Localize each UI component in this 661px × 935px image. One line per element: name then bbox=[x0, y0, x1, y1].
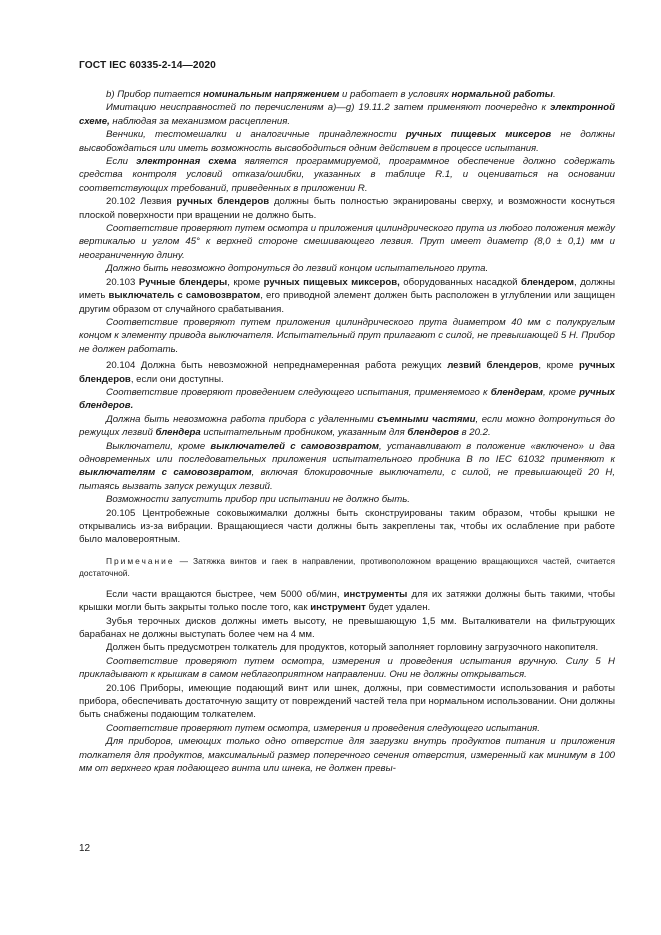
text-run: Соответствие проверяют путем осмотра, измерения и проведения следующего испытания. bbox=[106, 722, 540, 734]
text-run: Соответствие проверяют путем осмотра и приложения цилиндрического прута из любого положения между вертикалью и углом 45° к верхней стороне смешивающего лезвия. Прут имеет диаметр (8,0 ± 0,1) мм и неограниченную длину. bbox=[79, 223, 615, 261]
text-run: 20.103 bbox=[106, 276, 139, 288]
text-run: Имитацию неисправностей по перечислениям а)—g) 19.11.2 затем применяют поочередно к bbox=[106, 102, 551, 114]
text-paragraph bbox=[79, 195, 615, 222]
text-paragraph bbox=[79, 128, 615, 155]
text-run: оборудованных насадкой bbox=[399, 276, 522, 288]
text-run: 20.104 Должна быть невозможной непреднамеренная работа режущих bbox=[106, 360, 448, 372]
text-run: Если bbox=[106, 156, 137, 168]
defined-term: инструмент bbox=[310, 602, 366, 614]
defined-term: электронной схеме, bbox=[79, 102, 615, 127]
defined-term: выключатель с самовозвратом bbox=[108, 290, 261, 302]
text-run: Соответствие проверяют путем приложения цилиндрического прута диаметром 40 мм с полукруглым концом к элементу привода выключателя. Испытательный прут прилагают с силой, не превышающей 5 Н. Прибор не должен работать. bbox=[79, 316, 615, 355]
text-paragraph bbox=[79, 276, 615, 316]
defined-term: ручных блендеров bbox=[176, 196, 270, 208]
text-run: . bbox=[553, 89, 556, 100]
note-label: Примечание bbox=[106, 555, 175, 566]
text-run: , устанавливают в положение «включено» и два одновременных или последовательных приложения испытательного пробника В по IEC 61032 применяют к bbox=[79, 440, 615, 465]
document-code-header: ГОСТ IEC 60335-2-14—2020 bbox=[79, 60, 216, 71]
text-paragraph bbox=[79, 101, 615, 128]
text-paragraph bbox=[79, 615, 615, 642]
defined-term: лезвий блендеров bbox=[447, 360, 539, 372]
text-paragraph bbox=[79, 493, 615, 506]
defined-term: съемными частями bbox=[377, 413, 476, 425]
text-run: Соответствие проверяют проведением следующего испытания, применяемого к bbox=[106, 386, 491, 398]
text-run: 20.106 Приборы, имеющие подающий винт или шнек, должны, при совместимости использования и работы прибора, обеспечивать достаточную защиту от повреждений частей тела при нормальном использовании. Они должны быть снабжены подающим толкателем. bbox=[79, 682, 615, 721]
defined-term: блендером bbox=[521, 276, 574, 288]
defined-term: нормальной работы bbox=[451, 89, 553, 100]
text-run: Должно быть невозможно дотронуться до лезвий концом испытательного прута. bbox=[106, 263, 489, 275]
document-body bbox=[79, 88, 615, 776]
defined-term: номинальным напряжением bbox=[203, 89, 340, 100]
text-paragraph bbox=[79, 413, 615, 440]
text-run: , если они доступны. bbox=[130, 373, 224, 385]
text-run: 20.105 Центробежные соковыжималки должны быть сконструированы таким образом, чтобы крышки не открывались из-за вибрации. Вращающиеся части должны быть закреплены так, чтобы их ослабление при работе было маловероятным. bbox=[79, 507, 615, 546]
defined-term: инструменты bbox=[343, 588, 408, 600]
defined-term: выключателям с самовозвратом bbox=[79, 467, 252, 479]
defined-term: Ручные блендеры bbox=[138, 276, 228, 288]
text-run: , кроме bbox=[538, 360, 580, 372]
defined-term: ручных пищевых миксеров, bbox=[263, 276, 400, 288]
text-paragraph bbox=[79, 222, 615, 262]
defined-term: ручных блендеров. bbox=[79, 386, 615, 412]
text-run: Венчики, тестомешалки и аналогичные принадлежности bbox=[106, 129, 406, 141]
text-run: не должны высвобождаться или иметь возможность высвободиться одним действием в процессе испытания. bbox=[79, 129, 615, 154]
text-run: — Затяжка винтов и гаек в направлении, противоположном вращению вращающихся частей, считается достаточной. bbox=[79, 555, 615, 579]
defined-term: блендеров bbox=[407, 427, 459, 439]
text-run: Соответствие проверяют путем осмотра, измерения и проведения испытания вручную. Силу 5 Н прикладывают к крышкам в самом неблагоприятном направлении. Они не должны открываться. bbox=[79, 655, 615, 681]
text-paragraph bbox=[79, 655, 615, 682]
defined-term: электронная схема bbox=[136, 156, 237, 168]
text-run: , должны иметь bbox=[79, 276, 616, 302]
text-paragraph bbox=[79, 440, 615, 494]
text-run: и работает в условиях bbox=[339, 89, 452, 100]
text-run: Должна быть невозможна работа прибора с удаленными bbox=[106, 413, 378, 425]
page-number: 12 bbox=[79, 843, 91, 854]
text-run: испытательным пробником, указанным для bbox=[200, 427, 408, 439]
text-run: Для приборов, имеющих только одно отверстие для загрузки внутрь продуктов питания и приложения толкателя для продуктов, максимальный размер поперечного сечения отверстия, измеренный как минимум в 100 мм от верхнего края подающего винта или шнека, не должен превы- bbox=[79, 736, 615, 775]
text-run: Выключатели, кроме bbox=[106, 440, 211, 452]
text-run: будет удален. bbox=[365, 602, 431, 614]
text-run: Возможности запустить прибор при испытании не должно быть. bbox=[106, 494, 410, 506]
defined-term: блендерам bbox=[490, 386, 544, 398]
text-run: для их затяжки должны быть такими, чтобы крышки могли быть закрыты только после того, как bbox=[79, 588, 615, 614]
text-paragraph bbox=[79, 682, 615, 722]
text-run: в 20.2. bbox=[458, 427, 491, 439]
text-run: наблюдая за механизмом расцепления. bbox=[109, 115, 290, 127]
defined-term: ручных блендеров bbox=[79, 360, 615, 385]
text-run: b) Прибор питается bbox=[106, 89, 204, 100]
text-run: 20.102 Лезвия bbox=[106, 196, 177, 208]
text-run: , включая блокировочные выключатели, с силой, не превышающей 20 Н, пытаясь вызвать запуск режущих лезвий. bbox=[79, 467, 615, 492]
text-paragraph bbox=[79, 588, 615, 615]
text-paragraph bbox=[79, 359, 615, 386]
text-paragraph bbox=[79, 262, 615, 275]
text-paragraph bbox=[79, 386, 615, 413]
text-paragraph bbox=[79, 641, 615, 654]
text-run: Если части вращаются быстрее, чем 5000 об/мин, bbox=[106, 588, 344, 600]
text-run: , кроме bbox=[227, 276, 264, 288]
note-paragraph bbox=[79, 555, 615, 580]
text-run: , кроме bbox=[543, 386, 580, 398]
defined-term: выключателей с самовозвратом bbox=[210, 440, 380, 452]
text-run: является программируемой, программное обеспечение должно содержать средства контроля условий отказа/ошибки, указанных в таблице R.1, и оцениваться на основании соответствующих требований, приведенных в приложении R. bbox=[79, 156, 615, 194]
text-run: , его приводной элемент должен быть расположен в углублении или защищен другим образом от случайного срабатывания. bbox=[79, 290, 616, 315]
text-run: , если можно дотронуться до режущих лезвий bbox=[79, 413, 615, 439]
text-paragraph bbox=[79, 735, 615, 775]
defined-term: блендера bbox=[155, 427, 201, 439]
defined-term: ручных пищевых миксеров bbox=[405, 129, 552, 141]
text-run: должны быть полностью экранированы сверху, и возможности коснуться плоской поверхности при вращении не должно быть. bbox=[79, 196, 615, 221]
text-paragraph bbox=[79, 155, 615, 195]
text-paragraph bbox=[79, 507, 615, 547]
text-run: Должен быть предусмотрен толкатель для продуктов, который заполняет горловину загрузочного накопителя. bbox=[106, 642, 599, 654]
text-paragraph bbox=[79, 722, 615, 735]
text-run: Зубья терочных дисков должны иметь высоту, не превышающую 1,5 мм. Выталкиватели на фильтрующих барабанах не должны выступать более чем на 4 мм. bbox=[79, 615, 615, 641]
text-paragraph bbox=[79, 316, 615, 356]
text-paragraph bbox=[79, 88, 615, 101]
